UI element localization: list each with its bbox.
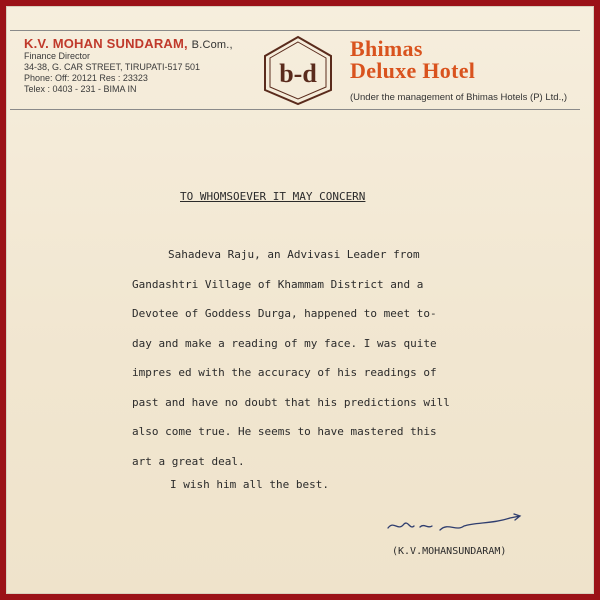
sender-name: K.V. MOHAN SUNDARAM, (24, 36, 188, 51)
body-line: Sahadeva Raju, an Advivasi Leader from (168, 248, 420, 261)
body-line: art a great deal. (132, 454, 245, 468)
sender-address: 34-38, G. CAR STREET, TIRUPATI-517 501 (24, 62, 201, 72)
sender-name-line (24, 36, 254, 51)
hotel-logo-icon (262, 34, 334, 106)
sender-phone: Phone: Off: 20121 Res : 23323 (24, 73, 148, 83)
letter-body (132, 240, 552, 476)
signer-name: (K.V.MOHANSUNDARAM) (392, 546, 507, 557)
hotel-management: (Under the management of Bhimas Hotels (P) Ltd.,) (350, 92, 568, 103)
hotel-name-line2: Deluxe Hotel (350, 58, 476, 83)
body-line: past and have no doubt that his predictions will (132, 395, 450, 409)
hotel-block (350, 36, 580, 103)
sender-block (24, 36, 254, 95)
hotel-name-line1: Bhimas (350, 36, 423, 61)
body-line: Gandashtri Village of Khammam District and a (132, 277, 424, 291)
hotel-logo-text: b-d (279, 59, 317, 88)
body-line: impres ed with the accuracy of his readings of (132, 366, 437, 379)
sender-degree: B.Com., (191, 39, 233, 51)
sender-telex: Telex : 0403 - 231 - BIMA IN (24, 84, 137, 94)
signature-icon (380, 508, 530, 538)
letterhead-bottom-rule (10, 109, 580, 110)
letterhead (10, 30, 580, 110)
sender-title: Finance Director (24, 51, 91, 61)
body-line: Devotee of Goddess Durga, happened to meet to- (132, 307, 437, 320)
letter-heading: TO WHOMSOEVER IT MAY CONCERN (180, 190, 366, 203)
body-line: day and make a reading of my face. I was quite (132, 336, 437, 350)
letterhead-top-rule (10, 30, 580, 31)
letter-closing: I wish him all the best. (170, 478, 329, 491)
body-line: also come true. He seems to have mastered this (132, 425, 437, 438)
